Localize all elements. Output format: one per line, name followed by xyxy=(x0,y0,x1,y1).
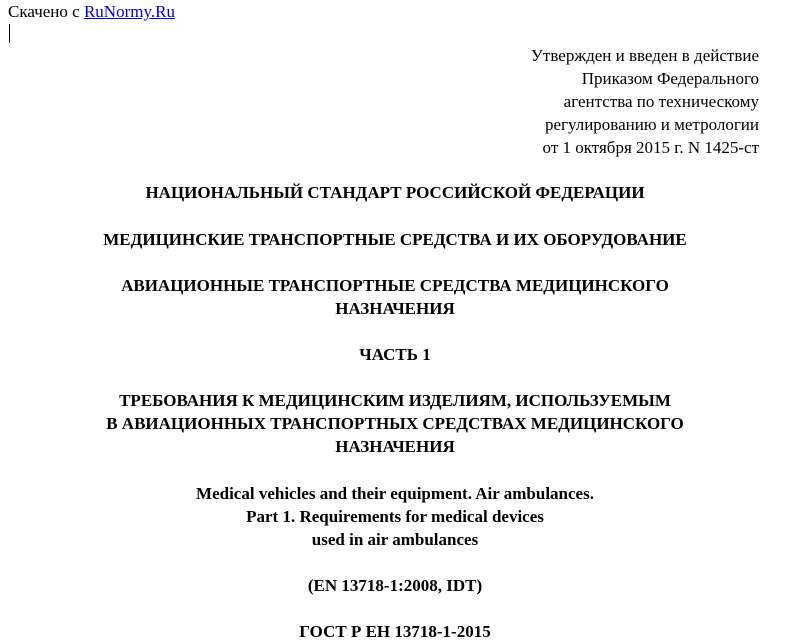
source-prefix: Скачено с xyxy=(8,2,80,21)
text-cursor xyxy=(9,24,10,43)
source-line xyxy=(8,0,175,23)
general-title-heading xyxy=(0,228,790,251)
standard-type: НАЦИОНАЛЬНЫЙ СТАНДАРТ РОССИЙСКОЙ ФЕДЕРАЦИИ xyxy=(145,183,645,202)
designation-heading xyxy=(0,620,790,643)
part-title-line: ТРЕБОВАНИЯ К МЕДИЦИНСКИМ ИЗДЕЛИЯМ, ИСПОЛЬЗУЕМЫМ xyxy=(119,391,671,410)
designation: ГОСТ Р ЕН 13718-1-2015 xyxy=(299,622,491,641)
main-title-line: НАЗНАЧЕНИЯ xyxy=(335,299,455,318)
english-title-line: Medical vehicles and their equipment. Air ambulances. xyxy=(196,484,594,503)
source-link[interactable]: RuNormy.Ru xyxy=(83,2,175,21)
approval-line: регулированию и метрологии xyxy=(544,115,759,134)
part-heading xyxy=(0,343,790,366)
english-title-line: Part 1. Requirements for medical devices xyxy=(246,507,544,526)
english-title-heading xyxy=(0,482,790,551)
part-title-line: НАЗНАЧЕНИЯ xyxy=(335,437,455,456)
part-number: ЧАСТЬ 1 xyxy=(359,345,431,364)
approval-line: Утвержден и введен в действие xyxy=(530,46,759,65)
approval-line: агентства по техническому xyxy=(563,92,759,111)
main-title-line: АВИАЦИОННЫЕ ТРАНСПОРТНЫЕ СРЕДСТВА МЕДИЦИНСКОГО xyxy=(121,276,669,295)
equivalence: (EN 13718-1:2008, IDT) xyxy=(307,576,483,595)
equivalence-heading xyxy=(0,574,790,597)
approval-block xyxy=(531,44,759,159)
approval-line: Приказом Федерального xyxy=(581,69,759,88)
english-title-line: used in air ambulances xyxy=(311,530,479,549)
part-title-heading xyxy=(0,389,790,458)
standard-type-heading xyxy=(0,181,790,204)
main-title-heading xyxy=(0,274,790,320)
approval-line: от 1 октября 2015 г. N 1425-ст xyxy=(542,138,759,157)
part-title-line: В АВИАЦИОННЫХ ТРАНСПОРТНЫХ СРЕДСТВАХ МЕДИЦИНСКОГО xyxy=(106,414,684,433)
general-title: МЕДИЦИНСКИЕ ТРАНСПОРТНЫЕ СРЕДСТВА И ИХ ОБОРУДОВАНИЕ xyxy=(103,230,687,249)
